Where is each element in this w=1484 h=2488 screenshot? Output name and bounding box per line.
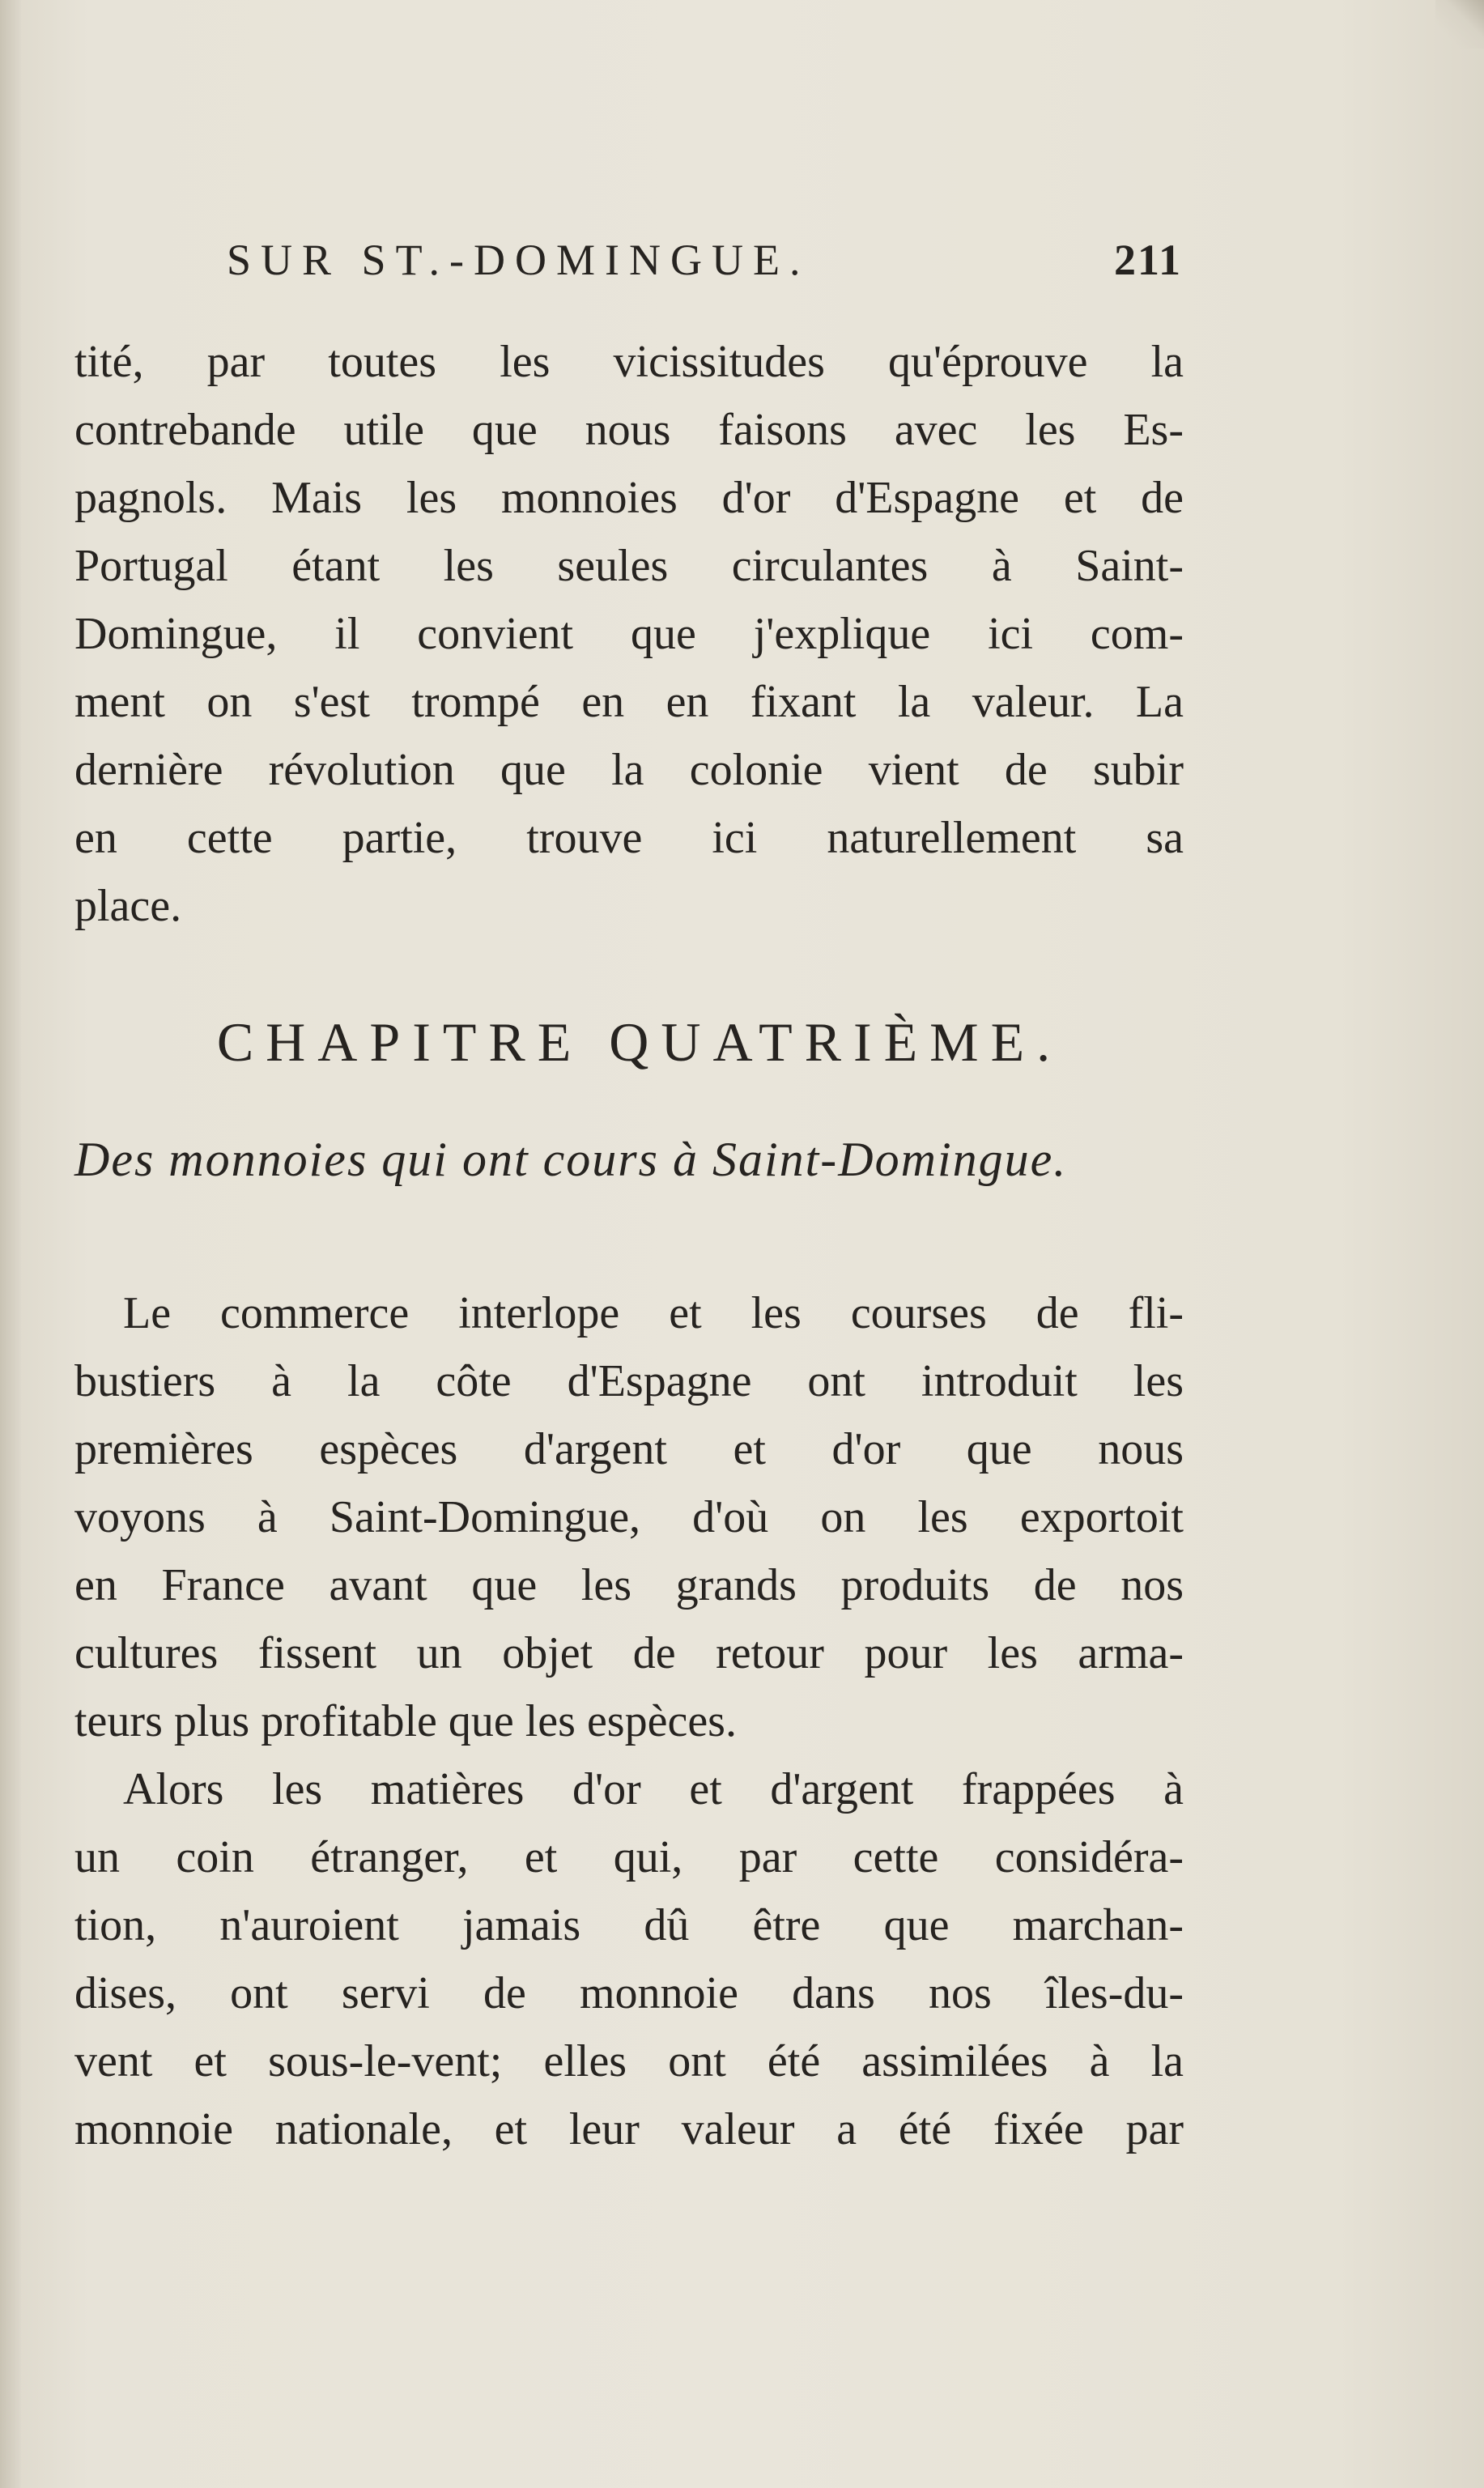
page-number: 211	[1113, 236, 1182, 284]
paragraph-continuation	[74, 328, 1184, 940]
text-line: ment on s'est trompé en en fixant la valeur. La	[74, 677, 1184, 727]
text-line: bustiers à la côte d'Espagne ont introduit les	[74, 1356, 1184, 1406]
text-line: dises, ont servi de monnoie dans nos îles-du-	[74, 1968, 1184, 2018]
text-line: teurs plus profitable que les espèces.	[74, 1696, 737, 1746]
running-head-title: SUR ST.-DOMINGUE.	[227, 236, 810, 284]
text-line: en cette partie, trouve ici naturellement sa	[74, 813, 1184, 863]
page-spine-shadow	[0, 0, 21, 2488]
text-line: dernière révolution que la colonie vient de subir	[74, 745, 1184, 795]
text-line: tité, par toutes les vicissitudes qu'éprouve la	[74, 337, 1184, 387]
text-line: Portugal étant les seules circulantes à Saint-	[74, 541, 1184, 591]
text-line: place.	[74, 881, 182, 931]
text-line: tion, n'auroient jamais dû être que marchan-	[74, 1900, 1184, 1950]
running-head	[227, 235, 1182, 300]
text-line: premières espèces d'argent et d'or que nous	[74, 1424, 1184, 1474]
text-line: Alors les matières d'or et d'argent frappées à	[123, 1764, 1184, 1814]
text-line: vent et sous-le-vent; elles ont été assimilées à la	[74, 2036, 1184, 2086]
text-line: contrebande utile que nous faisons avec les Es-	[74, 405, 1184, 455]
chapter-subtitle: Des monnoies qui ont cours à Saint-Domingue.	[74, 1133, 1068, 1186]
text-line: cultures fissent un objet de retour pour les arma-	[74, 1628, 1184, 1678]
text-line: pagnols. Mais les monnoies d'or d'Espagne et de	[74, 473, 1184, 523]
text-line: voyons à Saint-Domingue, d'où on les exportoit	[74, 1492, 1184, 1542]
text-line: Le commerce interlope et les courses de fli-	[123, 1288, 1184, 1338]
chapter-title: CHAPITRE QUATRIÈME.	[216, 1011, 1063, 1073]
text-line: un coin étranger, et qui, par cette considéra-	[74, 1832, 1184, 1882]
text-line: monnoie nationale, et leur valeur a été fixée par	[74, 2104, 1184, 2154]
text-line: Domingue, il convient que j'explique ici com-	[74, 609, 1184, 659]
chapter-body	[74, 1279, 1184, 2163]
page-corner-shadow	[1435, 0, 1484, 49]
text-line: en France avant que les grands produits de nos	[74, 1560, 1184, 1610]
